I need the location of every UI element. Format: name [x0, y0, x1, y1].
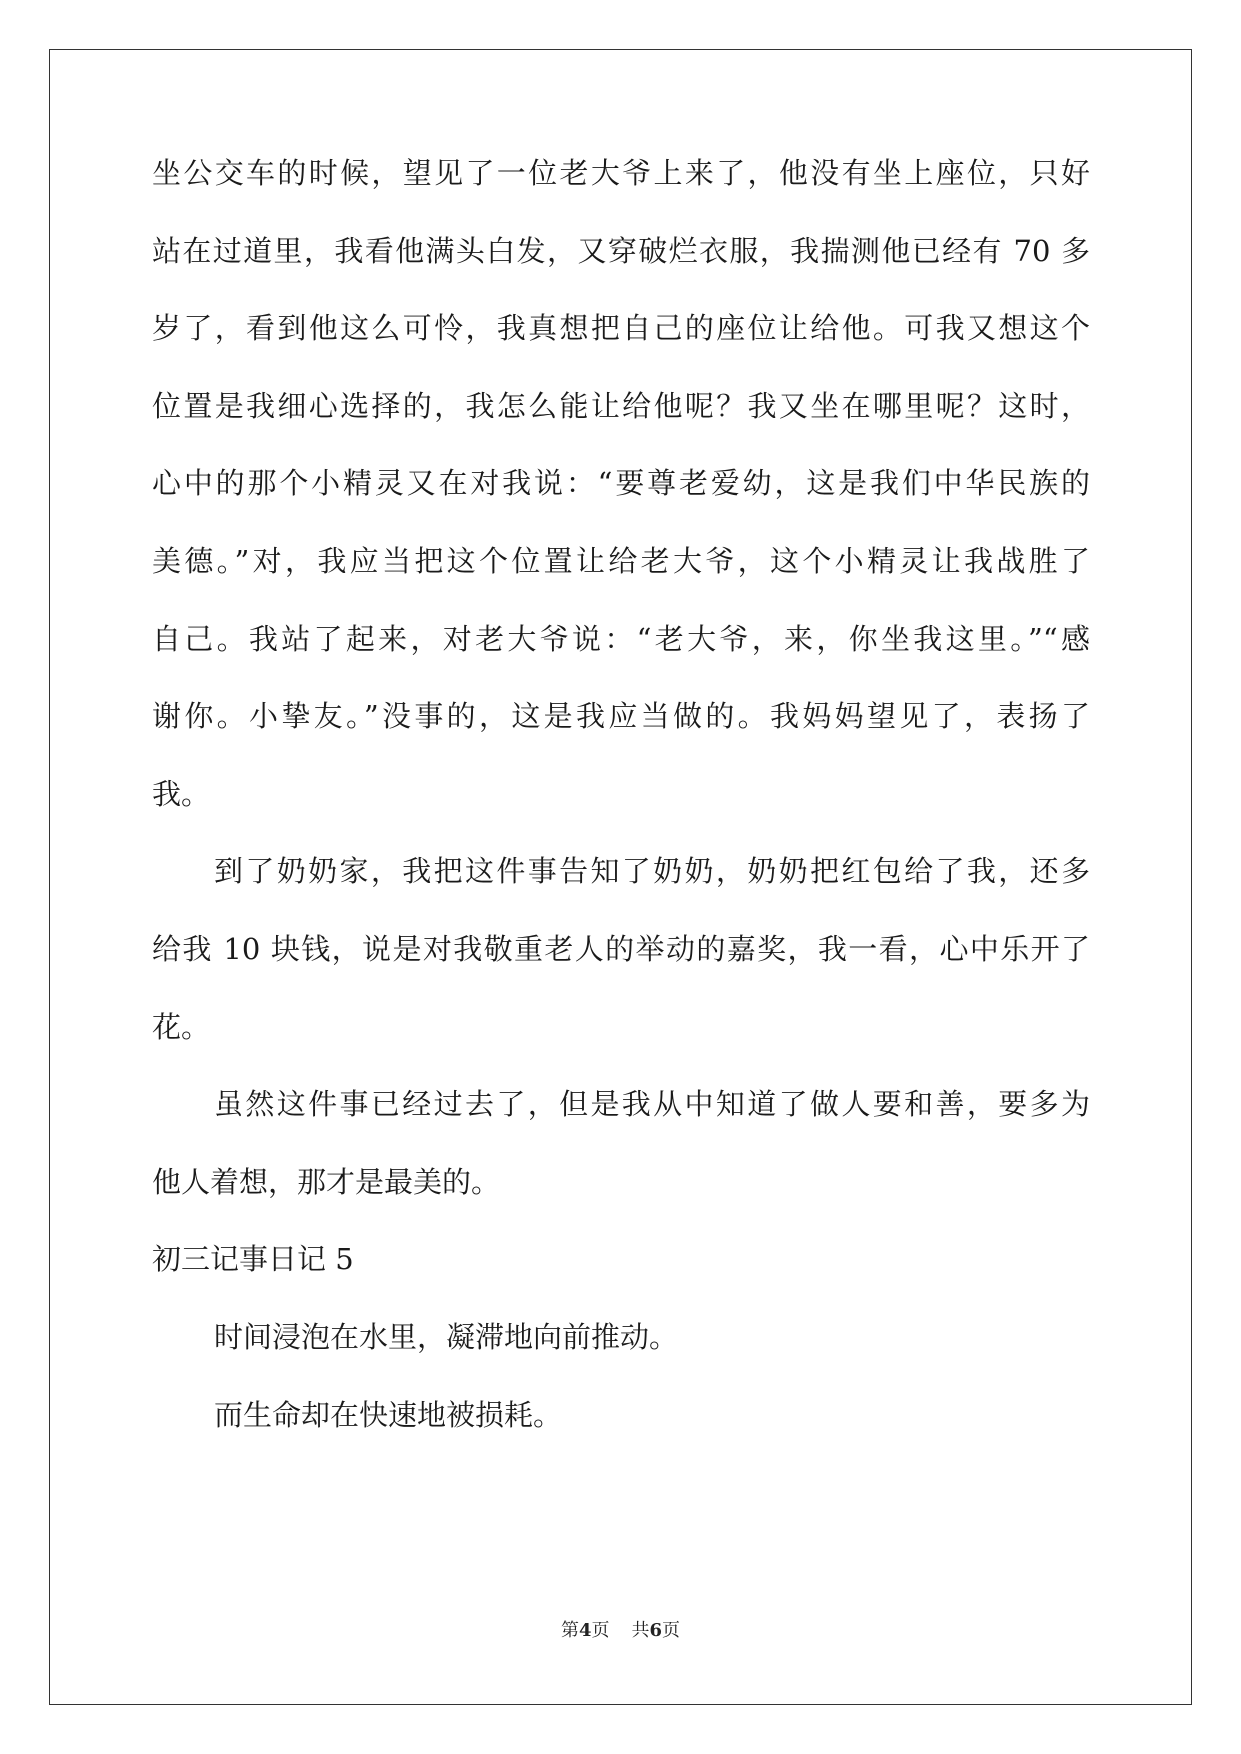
page-number-prefix: 第 [560, 1620, 579, 1641]
paragraph-line: 谢你。小挚友。”没事的，这是我应当做的。我妈妈望见了，表扬了 [152, 699, 1090, 734]
paragraph-line: 心中的那个小精灵又在对我说：“要尊老爱幼，这是我们中华民族的 [152, 466, 1090, 501]
total-pages-prefix: 共 [631, 1620, 650, 1641]
paragraph-line: 站在过道里，我看他满头白发，又穿破烂衣服，我揣测他已经有 70 多 [152, 233, 1090, 268]
paragraph-line: 位置是我细心选择的，我怎么能让给他呢？我又坐在哪里呢？这时， [152, 388, 1090, 423]
paragraph-line: 岁了，看到他这么可怜，我真想把自己的座位让给他。可我又想这个 [152, 311, 1090, 346]
paragraph-line: 而生命却在快速地被损耗。 [214, 1397, 563, 1432]
current-page-number: 4 [578, 1620, 592, 1641]
total-pages-suffix: 页 [662, 1620, 681, 1641]
paragraph-line: 虽然这件事已经过去了，但是我从中知道了做人要和善，要多为 [214, 1087, 1090, 1122]
paragraph-line: 到了奶奶家，我把这件事告知了奶奶，奶奶把红包给了我，还多 [214, 854, 1090, 889]
paragraph-line: 自己。我站了起来，对老大爷说：“老大爷，来，你坐我这里。”“感 [152, 621, 1090, 656]
total-page-count: 6 [649, 1620, 663, 1641]
paragraph-line: 花。 [152, 1009, 211, 1044]
paragraph-line: 给我 10 块钱，说是对我敬重老人的举动的嘉奖，我一看，心中乐开了 [152, 931, 1090, 966]
page-footer [0, 1619, 1241, 1643]
page-number-suffix: 页 [591, 1620, 610, 1641]
paragraph-line: 时间浸泡在水里，凝滞地向前推动。 [214, 1319, 679, 1354]
document-body [152, 154, 1090, 1473]
section-heading: 初三记事日记 5 [152, 1242, 354, 1277]
paragraph-line: 我。 [152, 776, 211, 811]
paragraph-line: 他人着想，那才是最美的。 [152, 1164, 501, 1199]
paragraph-line: 坐公交车的时候，望见了一位老大爷上来了，他没有坐上座位，只好 [152, 156, 1090, 190]
paragraph-line: 美德。”对，我应当把这个位置让给老大爷，这个小精灵让我战胜了 [152, 543, 1090, 578]
